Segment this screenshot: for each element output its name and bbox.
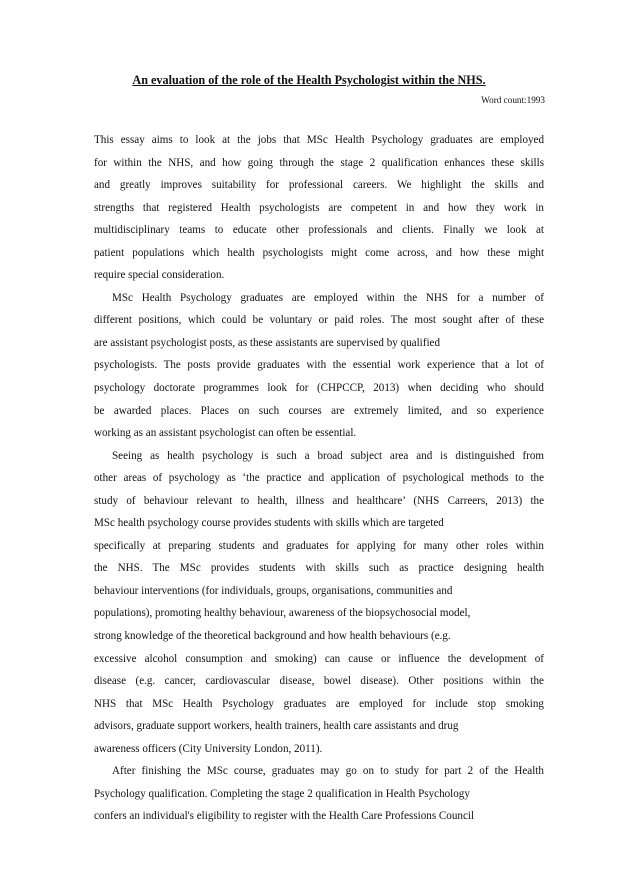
text-line: other areas of psychology as ‘the practice and application of psychological methods to the	[94, 472, 544, 485]
text-line: disease (e.g. cancer, cardiovascular disease, bowel disease). Other positions within the	[94, 675, 544, 688]
text-line: working as an assistant psychologist can often be essential.	[94, 427, 357, 440]
text-line: the NHS. The MSc provides students with skills such as practice designing health	[94, 562, 544, 575]
text-line: are assistant psychologist posts, as these assistants are supervised by qualified	[94, 336, 440, 349]
text-line: MSc health psychology course provides students with skills which are targeted	[94, 517, 444, 530]
text-line: study of behaviour relevant to health, illness and healthcare’ (NHS Carreers, 2013) the	[94, 494, 544, 507]
text-line: populations), promoting healthy behaviour, awareness of the biopsychosocial model,	[94, 607, 471, 620]
text-line: and greatly improves suitability for professional careers. We highlight the skills and	[94, 179, 544, 192]
text-line: Psychology qualification. Completing the stage 2 qualification in Health Psychology	[94, 787, 470, 800]
text-line: awareness officers (City University London, 2011).	[94, 742, 323, 755]
text-line: different positions, which could be voluntary or paid roles. The most sought after of these	[94, 314, 544, 327]
text-line: patient populations which health psychologists might come across, and how these might	[94, 246, 544, 259]
text-line: strong knowledge of the theoretical background and how health behaviours (e.g.	[94, 630, 451, 643]
text-line: advisors, graduate support workers, health trainers, health care assistants and drug	[94, 720, 459, 733]
essay-body	[94, 129, 544, 828]
paragraph	[94, 760, 544, 828]
text-line: MSc Health Psychology graduates are employed within the NHS for a number of	[112, 291, 544, 304]
paragraph	[94, 445, 544, 761]
page-title: An evaluation of the role of the Health Psychologist within the NHS.	[132, 73, 486, 87]
text-line: require special consideration.	[94, 269, 225, 282]
paragraph	[94, 129, 544, 287]
text-line: excessive alcohol consumption and smoking) can cause or influence the development of	[94, 652, 544, 665]
text-line: strengths that registered Health psychologists are competent in and how they work in	[94, 201, 544, 214]
text-line: for within the NHS, and how going through the stage 2 qualification enhances these skills	[94, 156, 544, 169]
text-line: be awarded places. Places on such courses are extremely limited, and so experience	[94, 404, 544, 417]
text-line: specifically at preparing students and graduates for applying for many other roles within	[94, 539, 544, 552]
text-line: confers an individual's eligibility to register with the Health Care Professions Council	[94, 810, 475, 823]
text-line: psychologists. The posts provide graduates with the essential work experience that a lot of	[94, 359, 544, 372]
text-line: psychology doctorate programmes look for (CHPCCP, 2013) when deciding who should	[94, 382, 544, 395]
text-line: behaviour interventions (for individuals, groups, organisations, communities and	[94, 584, 453, 597]
text-line: Seeing as health psychology is such a broad subject area and is distinguished from	[112, 449, 544, 462]
text-line: multidisciplinary teams to educate other professionals and clients. Finally we look at	[94, 224, 544, 237]
text-line: NHS that MSc Health Psychology graduates are employed for include stop smoking	[94, 697, 544, 710]
word-count: Word count:1993	[481, 95, 545, 105]
text-line: This essay aims to look at the jobs that MSc Health Psychology graduates are employed	[94, 134, 544, 146]
paragraph	[94, 287, 544, 445]
text-line: After finishing the MSc course, graduates may go on to study for part 2 of the Health	[112, 765, 544, 778]
